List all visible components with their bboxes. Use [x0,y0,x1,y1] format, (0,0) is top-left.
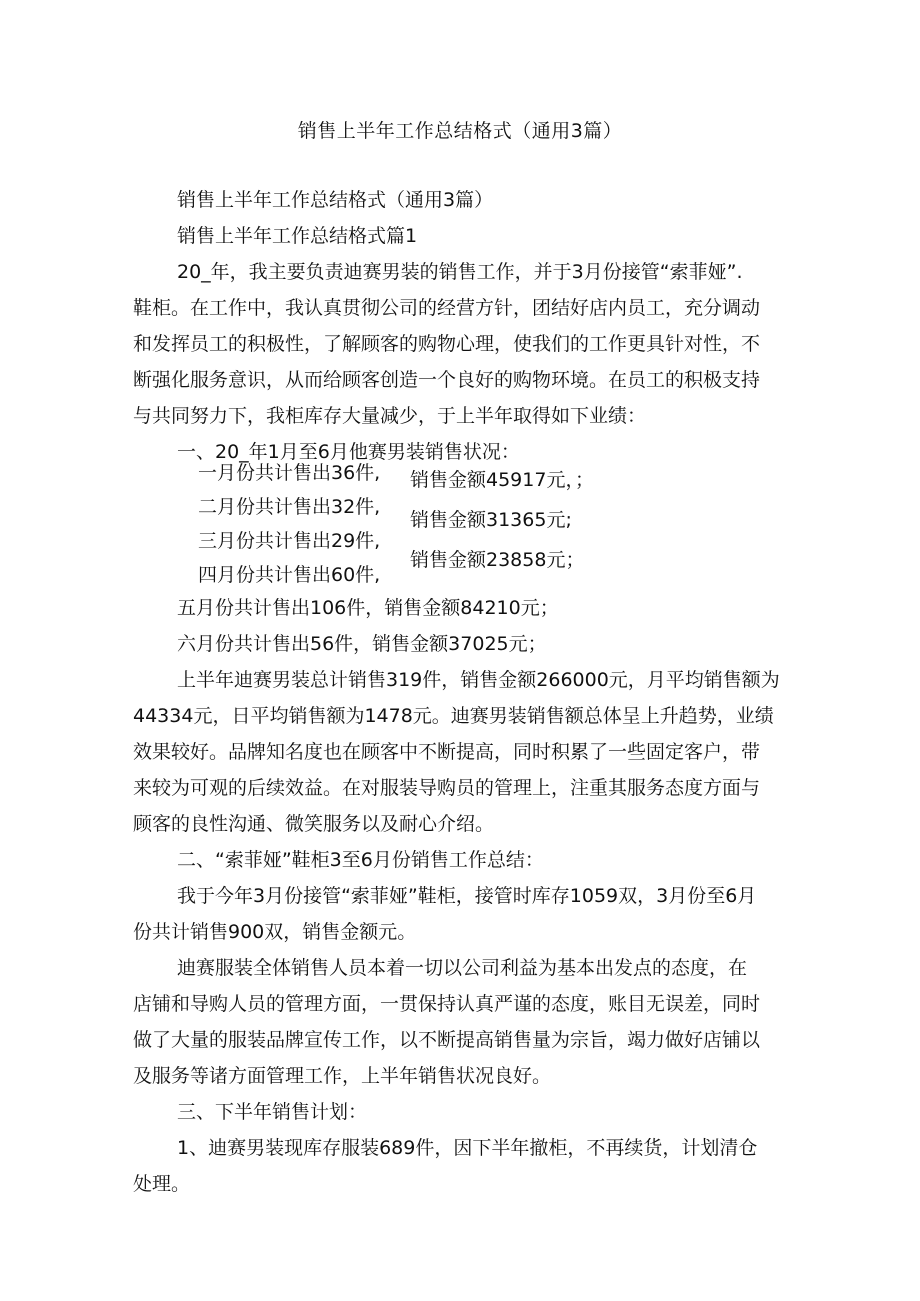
paragraph-line: 我于今年3月份接管“索菲娅”鞋柜，接管时库存1059双，3月份至6月 [177,885,757,907]
month-amount-line: 销售金额45917元，； [410,469,594,491]
month-count-line: 四月份共计售出60件, [198,564,381,586]
paragraph-line: 鞋柜。在工作中，我认真贯彻公司的经营方针，团结好店内员工，充分调动 [133,297,761,319]
section-heading: 三、下半年销售计划： [177,1101,368,1123]
paragraph-line: 20_年，我主要负责迪赛男装的销售工作，并于3月份接管“索菲娅”. [177,261,743,283]
document-title: 销售上半年工作总结格式（通用3篇） [297,120,623,142]
paragraph-line: 顾客的良性沟通、微笑服务以及耐心介绍。 [133,813,495,835]
paragraph-line: 店铺和导购人员的管理方面，一贯保持认真严谨的态度，账目无误差，同时 [133,993,761,1015]
paragraph-line: 来较为可观的后续效益。在对服装导购员的管理上，注重其服务态度方面与 [133,777,761,799]
paragraph-line: 迪赛服装全体销售人员本着一切以公司利益为基本出发点的态度，在 [177,957,748,979]
paragraph-line: 效果较好。品牌知名度也在顾客中不断提高，同时积累了一些固定客户，带 [133,741,761,763]
month-count-line: 一月份共计售出36件, [198,462,381,484]
paragraph-line: 销售上半年工作总结格式篇1 [177,225,418,247]
paragraph-line: 44334元，日平均销售额为1478元。迪赛男装销售额总体呈上升趋势，业绩 [133,705,774,727]
upper-body [133,182,793,470]
paragraph-line: 断强化服务意识，从而给顾客创造一个良好的购物环境。在员工的积极支持 [133,369,761,391]
paragraph-line: 六月份共计售出56件，销售金额37025元； [177,633,547,655]
month-count-line: 二月份共计售出32件, [198,496,381,518]
section-heading: 二、“索菲娅”鞋柜3至6月份销售工作总结： [177,849,544,871]
paragraph-line: 及服务等诸方面管理工作，上半年销售状况良好。 [133,1065,552,1087]
paragraph-line: 销售上半年工作总结格式（通用3篇） [177,189,494,211]
month-amount-line: 销售金额31365元; [410,509,572,531]
paragraph-line: 上半年迪赛男装总计销售319件，销售金额266000元，月平均销售额为 [177,669,780,691]
paragraph-line: 一、20_年1月至6月他赛男装销售状况： [177,441,520,463]
paragraph-line: 1、迪赛男装现库存服装689件，因下半年撤柜，不再续货，计划清仓 [177,1137,758,1159]
monthly-counts [198,456,380,592]
paragraph-line: 五月份共计售出106件，销售金额84210元； [177,597,559,619]
paragraph-line: 与共同努力下，我柜库存大量减少，于上半年取得如下业绩： [133,405,647,427]
month-count-line: 三月份共计售出29件, [198,530,381,552]
month-amount-line: 销售金额23858元； [410,549,585,571]
monthly-amounts [410,460,594,580]
paragraph-line: 处理。 [133,1173,191,1195]
paragraph-line: 做了大量的服装品牌宣传工作，以不断提高销售量为宗旨，竭力做好店铺以 [133,1029,761,1051]
paragraph-line: 份共计销售900双，销售金额元。 [133,921,417,943]
lower-body [133,590,793,1202]
paragraph-line: 和发挥员工的积极性，了解顾客的购物心理，使我们的工作更具针对性，不 [133,333,761,355]
